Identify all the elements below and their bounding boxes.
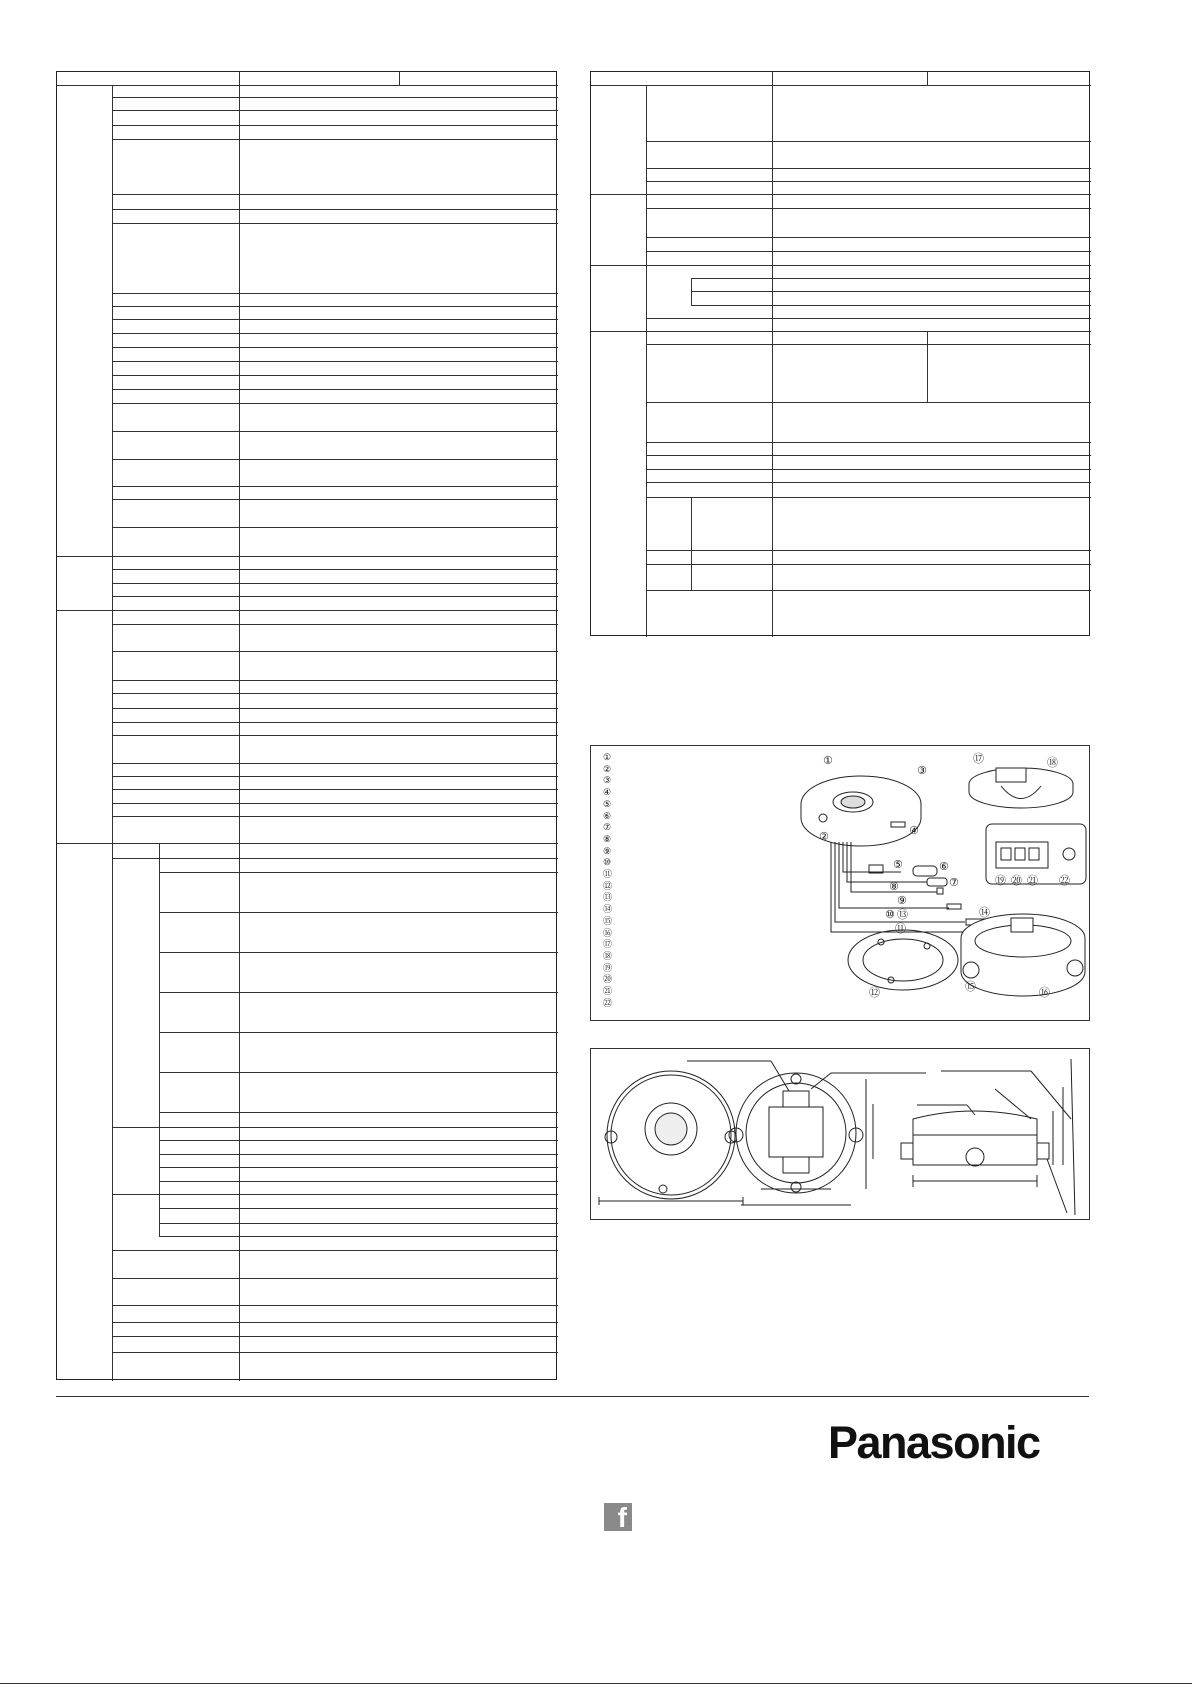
junction-box (961, 914, 1085, 996)
table-rule (112, 708, 558, 709)
table-rule (57, 610, 558, 611)
legend-item: ⑱ (603, 950, 613, 961)
table-rule (646, 455, 1091, 456)
legend-item: ⑥ (603, 810, 612, 821)
table-rule (646, 344, 1091, 345)
table-rule (399, 72, 400, 85)
table-rule (112, 194, 558, 195)
table-rule (112, 1336, 558, 1337)
table-rule (112, 1322, 558, 1323)
table-rule (691, 291, 1091, 292)
table-rule (112, 139, 558, 140)
callout-10: ⑩ (885, 908, 895, 921)
table-rule (591, 331, 1091, 332)
table-rule (112, 431, 558, 432)
table-rule (112, 803, 558, 804)
callout-2: ② (819, 830, 829, 843)
table-rule (112, 1250, 558, 1251)
legend-item: ⑭ (603, 904, 613, 915)
legend-item: ⑳ (603, 974, 613, 985)
table-rule (159, 1112, 558, 1113)
table-rule (112, 693, 558, 694)
callout-1: ① (823, 754, 833, 767)
table-rule (112, 85, 113, 1381)
legend-item: ③ (603, 775, 612, 786)
table-rule (646, 402, 1091, 403)
table-rule (159, 952, 558, 953)
legend-item: ② (603, 763, 612, 774)
table-rule (112, 293, 558, 294)
table-rule (591, 265, 1091, 266)
table-rule (927, 72, 928, 85)
table-rule (646, 590, 1091, 591)
footer-divider (56, 1396, 1089, 1397)
table-rule (159, 843, 160, 1237)
table-rule (159, 912, 558, 913)
table-rule (112, 1278, 558, 1279)
camera-parts-illustration (591, 746, 1091, 1022)
table-rule (646, 469, 1091, 470)
table-rule (691, 305, 1091, 306)
table-rule (159, 1154, 558, 1155)
table-rule (112, 403, 558, 404)
legend-item: ⑫ (603, 880, 613, 891)
table-rule (112, 459, 558, 460)
table-rule (112, 389, 558, 390)
dimensions-figure (590, 1048, 1090, 1220)
table-rule (112, 763, 558, 764)
table-rule (112, 722, 558, 723)
callout-3: ③ (917, 764, 927, 777)
table-rule (646, 442, 1091, 443)
table-rule (159, 1208, 558, 1209)
table-rule (112, 499, 558, 500)
legend-item: ⑨ (603, 845, 612, 856)
table-rule (112, 333, 558, 334)
callout-15: ⑮ (965, 980, 976, 993)
callout-11: ⑪ (895, 922, 906, 935)
table-rule (112, 596, 558, 597)
table-rule (57, 85, 558, 86)
legend-item: ① (603, 752, 612, 762)
table-rule (112, 319, 558, 320)
table-rule (112, 125, 558, 126)
legend-item: ⑲ (603, 962, 613, 973)
callout-4: ④ (909, 824, 919, 837)
spec-table-right (590, 71, 1090, 636)
callout-21: ㉑ (1027, 874, 1038, 887)
table-rule (159, 1140, 558, 1141)
table-rule (646, 181, 1091, 182)
table-rule (112, 97, 558, 98)
table-rule (646, 251, 1091, 252)
table-rule (646, 564, 1091, 565)
table-rule (646, 168, 1091, 169)
facebook-icon[interactable] (604, 1503, 632, 1531)
table-rule (159, 1072, 558, 1073)
table-rule (646, 85, 647, 637)
table-rule (646, 141, 1091, 142)
legend-item: ④ (603, 787, 612, 798)
callout-13: ⑬ (897, 908, 908, 921)
table-rule (159, 1181, 558, 1182)
table-rule (112, 1194, 558, 1195)
callout-8: ⑧ (889, 880, 899, 893)
table-rule (646, 318, 1091, 319)
table-rule (112, 110, 558, 111)
legend-item: ⑦ (603, 822, 612, 833)
table-rule (112, 680, 558, 681)
table-rule (591, 194, 1091, 195)
camera-top-view (969, 768, 1073, 808)
callout-12: ⑫ (869, 986, 880, 999)
table-rule (112, 735, 558, 736)
table-rule (591, 85, 1091, 86)
callout-17: ⑰ (973, 752, 984, 765)
table-rule (112, 789, 558, 790)
table-rule (57, 556, 558, 557)
table-rule (691, 278, 692, 305)
legend-item: ⑮ (603, 915, 613, 926)
brand-logo: Panasonic (828, 1417, 1040, 1468)
table-rule (646, 208, 1091, 209)
table-rule (112, 527, 558, 528)
table-rule (646, 497, 1091, 498)
table-rule (112, 209, 558, 210)
table-rule (159, 1223, 558, 1224)
legend-item: ㉑ (603, 986, 613, 997)
legend-item: ⑩ (603, 857, 612, 868)
legend-item: ⑰ (603, 939, 613, 950)
legend-item: ㉒ (603, 997, 613, 1008)
table-rule (57, 843, 558, 844)
table-rule (927, 331, 928, 402)
callout-22: ㉒ (1059, 874, 1070, 887)
table-rule (112, 1305, 558, 1306)
table-rule (646, 237, 1091, 238)
dimension-drawings (591, 1049, 1091, 1221)
callout-19: ⑲ (995, 874, 1006, 887)
callout-16: ⑯ (1039, 986, 1050, 999)
table-rule (112, 1352, 558, 1353)
table-rule (112, 816, 558, 817)
table-rule (159, 1032, 558, 1033)
table-rule (112, 361, 558, 362)
table-rule (112, 651, 558, 652)
table-rule (112, 1127, 558, 1128)
table-rule (112, 776, 558, 777)
spec-table-left (56, 71, 557, 1380)
table-rule (112, 347, 558, 348)
callout-5: ⑤ (893, 858, 903, 871)
callout-14: ⑭ (979, 906, 990, 919)
mount-bracket (848, 930, 958, 990)
table-rule (159, 872, 558, 873)
table-rule (112, 858, 558, 859)
table-rule (691, 497, 692, 590)
table-rule (646, 482, 1091, 483)
legend-item: ⑬ (603, 892, 613, 903)
table-rule (159, 992, 558, 993)
page-bottom-rule (0, 1683, 1192, 1684)
callout-9: ⑨ (897, 894, 907, 907)
callout-7: ⑦ (949, 876, 959, 889)
table-rule (691, 278, 1091, 279)
table-rule (159, 1236, 558, 1237)
table-rule (112, 624, 558, 625)
legend-item: ⑯ (603, 927, 613, 938)
table-rule (646, 550, 1091, 551)
table-rule (112, 583, 558, 584)
table-rule (112, 375, 558, 376)
table-rule (112, 223, 558, 224)
parts-figure (590, 745, 1090, 1021)
table-rule (112, 569, 558, 570)
callout-18: ⑱ (1047, 756, 1058, 769)
legend-item: ⑧ (603, 833, 612, 844)
facebook-letter: f (617, 1502, 627, 1533)
table-rule (239, 72, 240, 1381)
legend-item: ⑪ (603, 869, 613, 880)
legend-item: ⑤ (603, 798, 612, 809)
table-rule (112, 486, 558, 487)
callout-6: ⑥ (939, 860, 949, 873)
table-rule (112, 306, 558, 307)
table-rule (772, 72, 773, 637)
callout-20: ⑳ (1011, 874, 1022, 887)
table-rule (159, 1167, 558, 1168)
